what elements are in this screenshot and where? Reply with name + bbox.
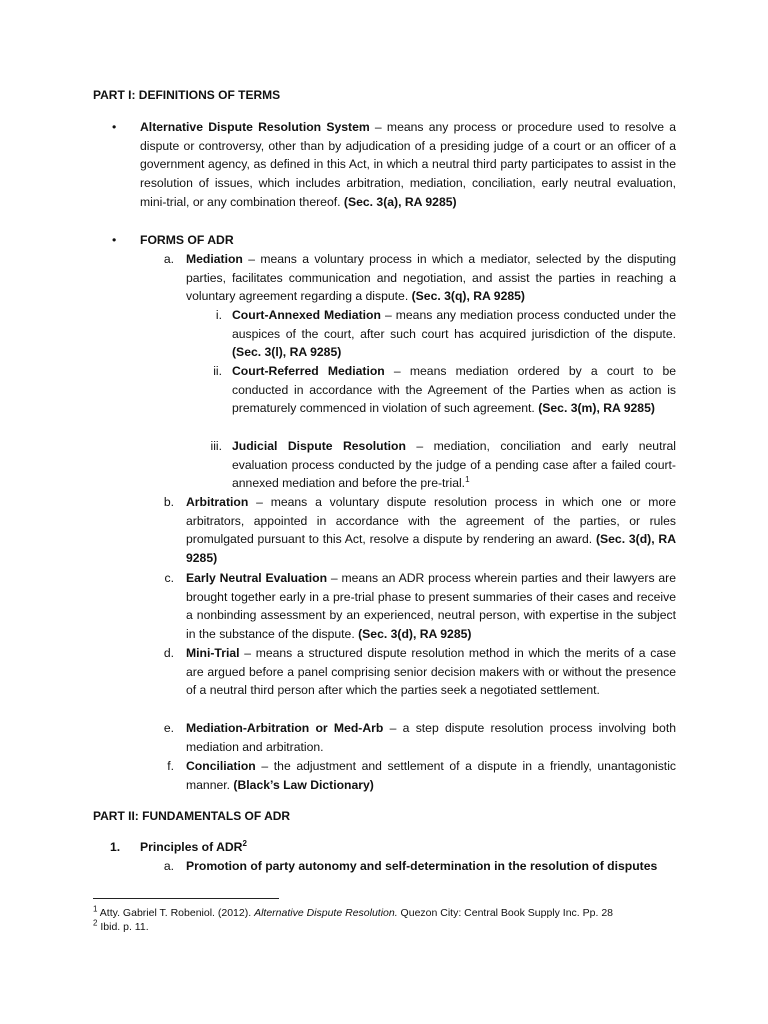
- term: Court-Referred Mediation: [232, 364, 385, 378]
- definition-text: – means a voluntary dispute resolution process in which one or more arbitrators, appointed in accordance with the agreement of the parties, or rules promulgated pursuant to this Act, resolve a dispute by rendering an award.: [186, 495, 676, 547]
- term: Conciliation: [186, 759, 256, 773]
- footnote-2: [93, 920, 149, 934]
- term: Arbitration: [186, 495, 249, 509]
- footnote-text: Atty. Gabriel T. Robeniol. (2012).: [97, 907, 255, 919]
- footnote-divider: [93, 898, 279, 899]
- list-marker: f.: [167, 759, 174, 773]
- adr-system-definition: [140, 118, 676, 212]
- footnote-title: Alternative Dispute Resolution.: [254, 907, 398, 919]
- citation: (Sec. 3(q), RA 9285): [408, 289, 525, 304]
- list-marker: a.: [163, 252, 174, 266]
- list-marker: a.: [163, 859, 174, 873]
- term: Early Neutral Evaluation: [186, 571, 328, 585]
- definition-text: – a step dispute resolution process involving both mediation and arbitration.: [186, 721, 676, 754]
- term: Court-Annexed Mediation: [232, 308, 381, 322]
- term: Mini-Trial: [186, 646, 240, 660]
- form-mini-trial: [186, 644, 676, 700]
- citation: (Sec. 3(m), RA 9285): [534, 401, 655, 416]
- footnote-ref: 1: [465, 475, 470, 485]
- forms-of-adr-heading: FORMS OF ADR: [140, 233, 234, 247]
- term: Judicial Dispute Resolution: [232, 439, 406, 453]
- form-mediation: [186, 250, 676, 306]
- definition-text: – means a structured dispute resolution method in which the merits of a case are argued before a panel comprising senior decision makers with or without the presence of a neutral third person after which the parties seek a negotiated settlement.: [186, 646, 676, 698]
- judicial-dispute-resolution: [232, 437, 676, 493]
- court-referred-mediation: [232, 362, 676, 418]
- part-2-heading: PART II: FUNDAMENTALS OF ADR: [93, 809, 291, 823]
- footnote-number: 1: [93, 904, 98, 914]
- list-marker: e.: [163, 721, 174, 735]
- list-marker: b.: [163, 495, 174, 509]
- form-med-arb: [186, 719, 676, 756]
- footnote-number: 2: [93, 918, 98, 928]
- form-early-neutral-evaluation: [186, 569, 676, 644]
- list-marker: c.: [164, 571, 174, 585]
- form-conciliation: [186, 757, 676, 794]
- definition-text: – mediation, conciliation and early neutral evaluation process conducted by the judge of a pending case after a failed court-annexed mediation and before the pre-trial.: [232, 439, 676, 491]
- footnote-ref: 2: [242, 838, 247, 848]
- list-marker: i.: [215, 308, 222, 322]
- part-1-heading: PART I: DEFINITIONS OF TERMS: [93, 88, 281, 102]
- court-annexed-mediation: [232, 306, 676, 362]
- definition-text: – means mediation ordered by a court to be conducted in accordance with the Agreement of the Parties when as action is prematurely commenced in violation of such agreement.: [232, 364, 676, 416]
- definition-text: – means a voluntary process in which a mediator, selected by the disputing parties, facilitates communication and negotiation, and assist the parties in reaching a voluntary agreement regarding a dispute.: [186, 252, 676, 304]
- principles-label: Principles of ADR: [140, 840, 243, 854]
- list-marker: 1.: [110, 840, 121, 854]
- principles-of-adr: [140, 838, 676, 857]
- definition-text: – the adjustment and settlement of a dispute in a friendly, unantagonistic manner.: [186, 759, 676, 792]
- list-marker: d.: [163, 646, 174, 660]
- citation: (Sec. 3(l), RA 9285): [232, 345, 342, 360]
- list-marker: iii.: [210, 439, 222, 453]
- definition-text: – means any mediation process conducted under the auspices of the court, after such court has acquired jurisdiction of the dispute.: [232, 308, 676, 341]
- definition-text: – means any process or procedure used to resolve a dispute or controversy, other than by adjudication of a presiding judge of a court or an officer of a government agency, as defined in this Act, in which a neutral third party participates to assist in the resolution of issues, which includes arbitration, mediation, conciliation, early neutral evaluation, mini-trial, or any combination thereof.: [140, 120, 676, 209]
- footnote-text: Ibid. p. 11.: [97, 921, 149, 933]
- footnote-text: Quezon City: Central Book Supply Inc. Pp. 28: [397, 907, 614, 919]
- bullet-icon: •: [112, 233, 117, 247]
- footnote-1: [93, 906, 613, 920]
- list-marker: ii.: [213, 364, 222, 378]
- citation: (Sec. 3(a), RA 9285): [340, 194, 457, 209]
- term: Mediation: [186, 252, 243, 266]
- citation: (Black’s Law Dictionary): [230, 777, 374, 792]
- term: Alternative Dispute Resolution System: [140, 120, 370, 134]
- definition-text: – means an ADR process wherein parties and their lawyers are brought together early in a pre-trial phase to present summaries of their cases and receive a nonbinding assessment by an experienced, neutral person, with expertise in the subject in the substance of the dispute.: [186, 571, 676, 642]
- citation: (Sec. 3(d), RA 9285): [354, 627, 472, 642]
- citation: (Sec. 3(d), RA 9285): [186, 532, 676, 566]
- form-arbitration: [186, 493, 676, 568]
- term: Mediation-Arbitration or Med-Arb: [186, 721, 384, 735]
- principle-party-autonomy: Promotion of party autonomy and self-determination in the resolution of disputes: [186, 859, 658, 873]
- bullet-icon: •: [112, 120, 117, 134]
